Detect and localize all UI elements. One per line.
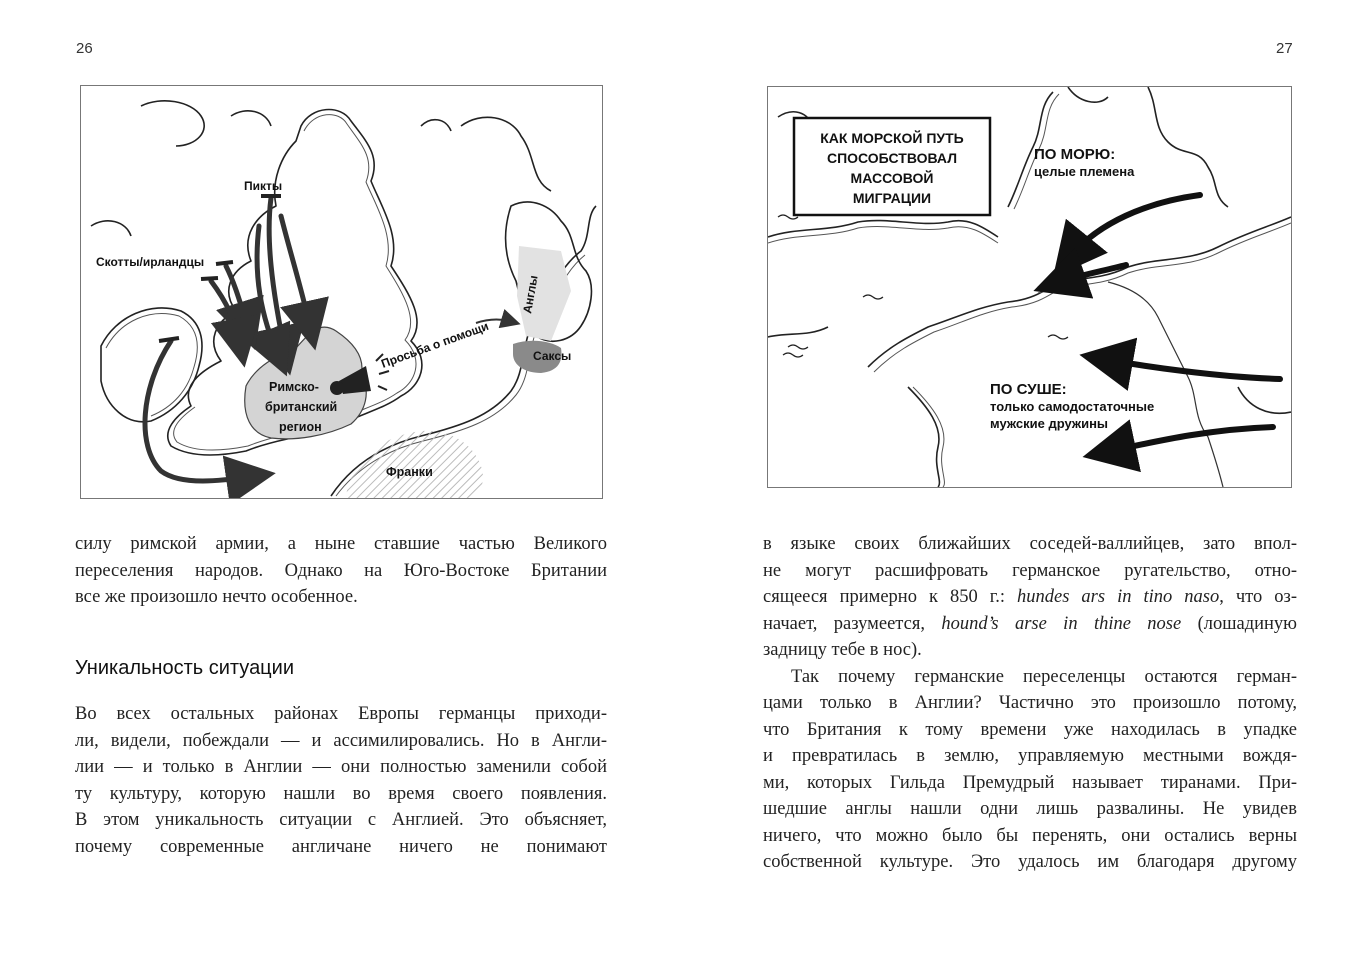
britain-migration-map [80, 85, 603, 499]
page-number-left: 26 [76, 40, 93, 57]
ireland-coast [101, 308, 202, 422]
river [1108, 282, 1223, 487]
text-line: лии — и только в Англии — они полностью заменили собой [75, 757, 607, 777]
text-line: ли, видели, побеждали — и ассимилировались. Но в Англи- [75, 730, 607, 751]
text-line: задницу тебе в нос). [763, 640, 922, 660]
section-heading: Уникальность ситуации [75, 656, 294, 679]
text-line: все же произошло нечто особенное. [75, 587, 358, 607]
text-line: силу римской армии, а ныне ставшие частью Великого [75, 534, 607, 554]
label-saxons: Саксы [533, 349, 572, 363]
land-arrow-1 [1103, 359, 1280, 379]
text-line: собственной культуре. Это удалось им благодаря другому [763, 852, 1297, 872]
label-request: Просьба о помощи [379, 318, 491, 371]
land-arrow-2 [1106, 427, 1273, 452]
title-line-4: МИГРАЦИИ [852, 190, 932, 206]
text-line: не могут расшифровать германское ругательство, отно- [763, 560, 1297, 581]
by-sea-sub: целые племена [1034, 164, 1135, 179]
label-franks: Франки [386, 465, 433, 479]
text-line: Во всех остальных районах Европы германцы приходи- [75, 704, 607, 724]
text-line: и превратилась в землю, управляемую местными вождя- [763, 746, 1297, 766]
text-line: сящееся примерно к 850 г.: hundes ars in tino naso, что оз- [763, 587, 1297, 607]
by-land-sub-1: только самодостаточные [990, 399, 1155, 414]
page-number-right: 27 [1276, 40, 1293, 57]
by-land-title: ПО СУШЕ: [990, 381, 1067, 398]
sea-route-map [767, 86, 1292, 488]
title-line-2: СПОСОБСТВОВАЛ [826, 150, 958, 166]
text-line: шедшие англы нашли одни лишь развалины. Не увидев [763, 799, 1297, 819]
text-line: В этом уникальность ситуации с Англией. Это объясняет, [75, 810, 607, 830]
sea-arrow-1 [1068, 195, 1200, 259]
title-line-3: МАССОВОЙ [850, 170, 934, 186]
label-roman-1: Римско- [269, 380, 319, 394]
title-line-1: КАК МОРСКОЙ ПУТЬ [820, 130, 964, 146]
sea-arrow-2 [1056, 265, 1126, 283]
picts-arrow-3 [281, 216, 311, 331]
right-page-text [763, 531, 1297, 876]
label-roman-3: регион [279, 420, 322, 434]
text-line: ми, которых Гильда Премудрый называет тиранами. При- [763, 772, 1297, 793]
by-sea-title: ПО МОРЮ: [1034, 146, 1116, 163]
label-roman-2: британский [265, 400, 338, 414]
text-line: ничего, что можно было бы перенять, они остались верны [763, 825, 1297, 846]
text-line: что Британия к тому времени уже находилась в упадке [763, 719, 1297, 740]
label-picts: Пикты [244, 179, 283, 193]
text-line: начает, разумеется, hound’s arse in thine nose (лошадиную [763, 613, 1297, 634]
left-page-text [75, 531, 607, 860]
label-scots: Скотты/ирландцы [96, 255, 205, 269]
text-line: Так почему германские переселенцы остаются герман- [791, 666, 1297, 687]
text-line: ту культуру, которую нашли во время своего появления. [75, 783, 607, 804]
by-land-sub-2: мужские дружины [990, 416, 1109, 431]
text-line: в языке своих ближайших соседей-валлийцев, зато впол- [763, 534, 1297, 554]
text-line: переселения народов. Однако на Юго-Востоке Британии [75, 560, 607, 581]
label-angles: Англы [520, 274, 541, 315]
text-line: почему современные англичане ничего не понимают [75, 836, 607, 857]
text-line: цами только в Англии? Частично это произошло потому, [763, 693, 1297, 713]
